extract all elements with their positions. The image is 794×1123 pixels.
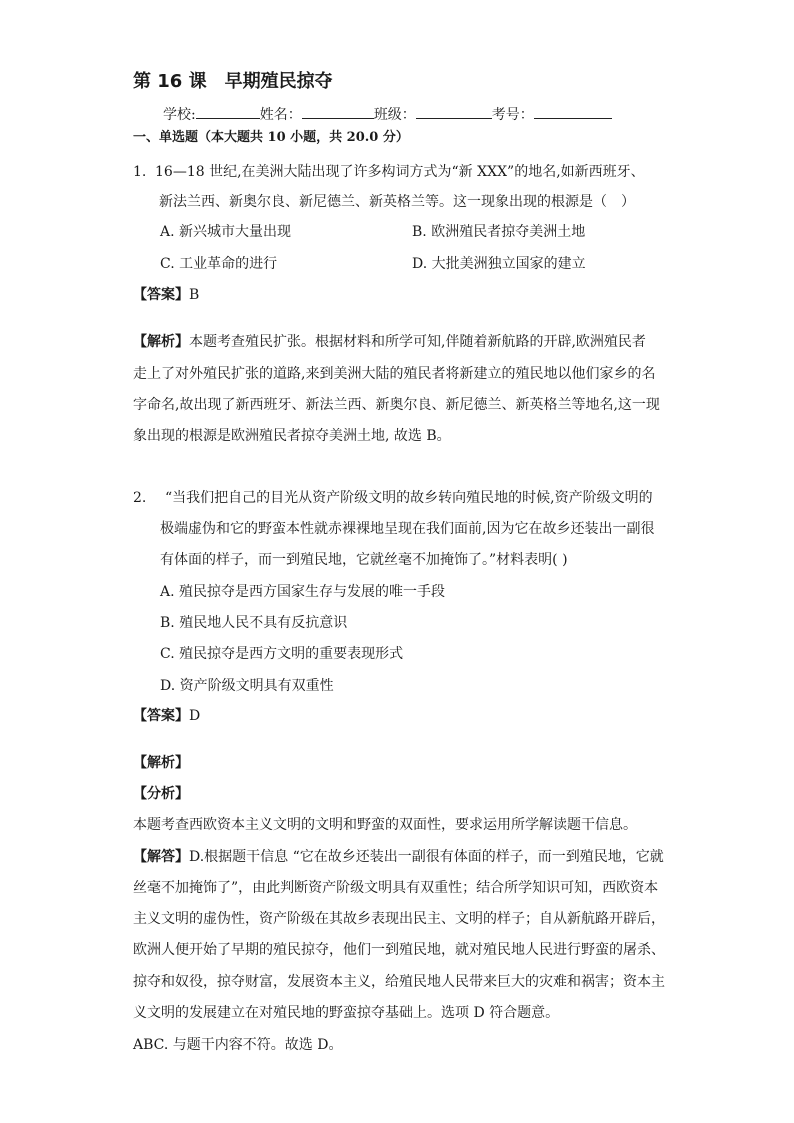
student-info-row xyxy=(163,103,612,125)
exam-no-label: 考号： xyxy=(491,107,534,123)
question-2-number: 2. xyxy=(133,490,147,506)
question-1-option-a[interactable]: A. 新兴城市大量出现 xyxy=(160,224,292,240)
answer-value: B xyxy=(189,287,200,303)
question-2-jieda-1 xyxy=(133,847,664,867)
question-2-jieda-3: 主义文明的虚伪性，资产阶级在其故乡表现出民主、文明的样子；自从新航路开辟后， xyxy=(133,911,665,927)
exam-no-blank[interactable] xyxy=(534,103,612,119)
question-2-jieda-7: ABC. 与题干内容不符。故选 D。 xyxy=(133,1037,343,1053)
question-2-answer xyxy=(133,706,200,726)
question-2-stem-1: “当我们把自己的目光从资产阶级文明的故乡转向殖民地的时候,资产阶级文明的 xyxy=(165,490,653,506)
question-1-analysis-3: 字命名,故出现了新西班牙、新法兰西、新奥尔良、新尼德兰、新英格兰等地名,这一现 xyxy=(133,397,660,413)
question-2-option-b[interactable]: B. 殖民地人民不具有反抗意识 xyxy=(160,615,348,631)
name-label: 姓名： xyxy=(259,107,302,123)
jieda-text: D.根据题干信息 “它在故乡还装出一副很有体面的样子，而一到殖民地，它就 xyxy=(189,849,664,865)
question-2-jieda-6: 义文明的发展建立在对殖民地的野蛮掠夺基础上。选项 D 符合题意。 xyxy=(133,1005,560,1021)
question-2-analysis-tag: 【解析】 xyxy=(133,755,189,771)
jieda-tag: 【解答】 xyxy=(133,849,189,865)
question-2-line-1 xyxy=(133,488,653,508)
question-1-option-b[interactable]: B. 欧洲殖民者掠夺美洲土地 xyxy=(412,224,586,240)
section-heading: 一、单选题（本大题共 10 小题，共 20.0 分） xyxy=(133,130,409,145)
question-1-answer xyxy=(133,285,199,305)
analysis-text: 本题考查殖民扩张。根据材料和所学可知,伴随着新航路的开辟,欧洲殖民者 xyxy=(189,334,646,350)
school-label: 学校: xyxy=(163,107,196,123)
question-1-stem-2: 新法兰西、新奥尔良、新尼德兰、新英格兰等。这一现象出现的根源是（ ） xyxy=(159,194,635,210)
question-1-analysis-1 xyxy=(133,332,646,352)
answer-value: D xyxy=(189,708,201,724)
question-2-stem-3: 有体面的样子，而一到殖民地，它就丝毫不加掩饰了。”材料表明( ) xyxy=(160,552,568,568)
question-1-stem-1: 16—18 世纪,在美洲大陆出现了许多构词方式为“新 XXX”的地名,如新西班牙、 xyxy=(155,164,645,180)
school-blank[interactable] xyxy=(196,103,260,119)
name-blank[interactable] xyxy=(302,103,374,119)
question-1-line-1 xyxy=(133,162,645,182)
class-blank[interactable] xyxy=(416,103,492,119)
question-2-option-c[interactable]: C. 殖民掠夺是西方文明的重要表现形式 xyxy=(160,646,404,662)
question-2-option-d[interactable]: D. 资产阶级文明具有双重性 xyxy=(160,678,334,694)
question-1-number: 1. xyxy=(133,164,147,180)
question-2-stem-2: 极端虚伪和它的野蛮本性就赤裸裸地呈现在我们面前,因为它在故乡还装出一副很 xyxy=(160,521,655,537)
question-1-analysis-4: 象出现的根源是欧洲殖民者掠夺美洲土地, 故选 B。 xyxy=(133,428,451,444)
question-2-fenxi-text: 本题考查西欧资本主义文明的文明和野蛮的双面性，要求运用所学解读题干信息。 xyxy=(133,817,637,833)
answer-tag: 【答案】 xyxy=(133,287,189,303)
lesson-title: 第 16 课 早期殖民掠夺 xyxy=(133,71,333,92)
question-1-analysis-2: 走上了对外殖民扩张的道路,来到美洲大陆的殖民者将新建立的殖民地以他们家乡的名 xyxy=(133,366,656,382)
question-2-jieda-2: 丝毫不加掩饰了”，由此判断资产阶级文明具有双重性；结合所学知识可知，西欧资本 xyxy=(133,880,659,896)
question-2-jieda-4: 欧洲人便开始了早期的殖民掠夺，他们一到殖民地，就对殖民地人民进行野蛮的屠杀、 xyxy=(133,942,665,958)
analysis-tag: 【解析】 xyxy=(133,334,189,350)
answer-tag: 【答案】 xyxy=(133,708,189,724)
question-2-option-a[interactable]: A. 殖民掠夺是西方国家生存与发展的唯一手段 xyxy=(160,584,446,600)
question-1-option-c[interactable]: C. 工业革命的进行 xyxy=(160,256,278,272)
question-2-fenxi-tag: 【分析】 xyxy=(133,786,189,802)
question-1-option-d[interactable]: D. 大批美洲独立国家的建立 xyxy=(412,256,586,272)
question-2-jieda-5: 掠夺和奴役，掠夺财富，发展资本主义，给殖民地人民带来巨大的灾难和祸害；资本主 xyxy=(133,974,665,990)
class-label: 班级： xyxy=(373,107,416,123)
